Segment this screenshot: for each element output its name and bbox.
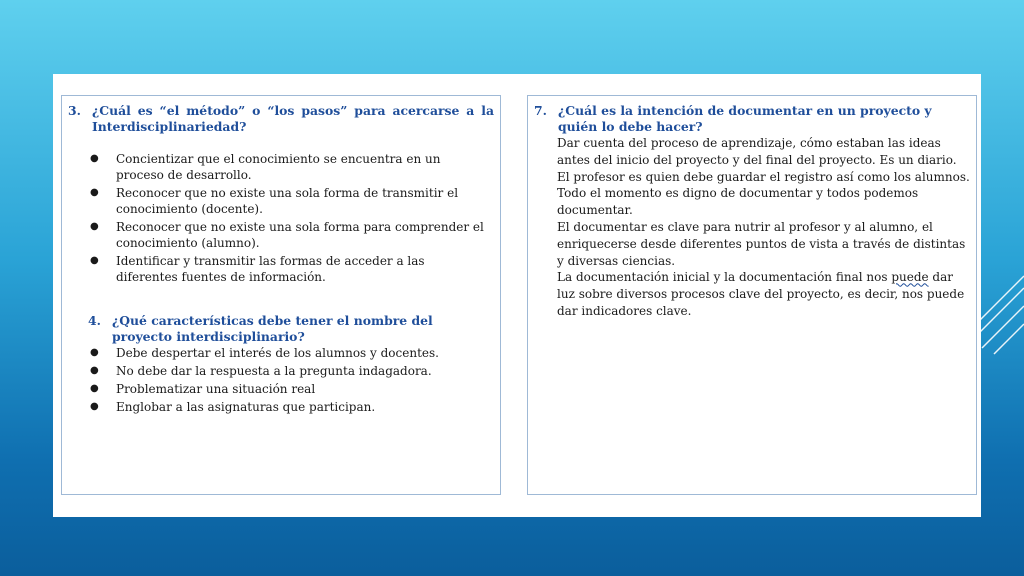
question-3-heading — [68, 103, 494, 135]
question-7-text: ¿Cuál es la intención de documentar en un proyecto y quién lo debe hacer? — [558, 103, 932, 134]
bullet-text: Englobar a las asignaturas que participan. — [116, 400, 376, 414]
spellcheck-underlined-word: puede — [891, 270, 929, 285]
bullet-text: No debe dar la respuesta a la pregunta indagadora. — [116, 364, 432, 378]
question-7-number: 7. — [534, 103, 547, 118]
question-3-number: 3. — [68, 103, 81, 118]
question-3-text: ¿Cuál es “el método” o “los pasos” para acercarse a la Interdisciplinariedad? — [92, 103, 494, 134]
question-4-bullets — [68, 345, 494, 415]
list-item — [68, 151, 494, 183]
answer-text: dar luz sobre diversos procesos clave del proyecto, es decir, nos puede dar indicadores clave. — [557, 270, 965, 318]
answer-text: La documentación inicial y la documentación final nos — [557, 270, 892, 285]
answer-paragraph-last — [557, 269, 970, 319]
bullet-icon: ● — [90, 365, 99, 376]
slide-content — [53, 74, 981, 517]
right-panel — [527, 95, 977, 495]
bullet-text: Concientizar que el conocimiento se encuentra en un proceso de desarrollo. — [116, 152, 441, 182]
bullet-icon: ● — [90, 187, 99, 198]
decorative-lines — [980, 250, 1024, 360]
question-4-number: 4. — [88, 313, 101, 328]
question-4-text: ¿Qué características debe tener el nombre del proyecto interdisciplinario? — [112, 313, 433, 344]
list-item — [68, 345, 494, 361]
left-panel — [61, 95, 501, 495]
list-item — [68, 253, 494, 285]
bullet-icon: ● — [90, 221, 99, 232]
list-item — [68, 399, 494, 415]
question-7-answer — [534, 135, 970, 320]
bullet-text: Identificar y transmitir las formas de acceder a las diferentes fuentes de información. — [116, 254, 425, 284]
list-item — [68, 381, 494, 397]
list-item — [68, 219, 494, 251]
question-7-heading — [534, 103, 970, 135]
bullet-icon: ● — [90, 347, 99, 358]
answer-paragraph: Todo el momento es digno de documentar y todos podemos documentar. — [557, 186, 919, 218]
bullet-icon: ● — [90, 383, 99, 394]
bullet-icon: ● — [90, 401, 99, 412]
bullet-text: Reconocer que no existe una sola forma para comprender el conocimiento (alumno). — [116, 220, 484, 250]
list-item — [68, 185, 494, 217]
bullet-text: Debe despertar el interés de los alumnos y docentes. — [116, 346, 439, 360]
answer-paragraph: Dar cuenta del proceso de aprendizaje, cómo estaban las ideas antes del inicio del proyecto y del final del proyecto. Es un diario. — [557, 136, 957, 167]
question-3-bullets — [68, 151, 494, 285]
question-4-heading — [68, 313, 494, 345]
list-item — [68, 363, 494, 379]
answer-paragraph: El profesor es quien debe guardar el registro así como los alumnos. — [557, 169, 970, 184]
bullet-text: Problematizar una situación real — [116, 382, 316, 396]
answer-paragraph: El documentar es clave para nutrir al profesor y al alumno, el enriquecerse desde diferentes puntos de vista a través de distintas y diversas ciencias. — [557, 219, 966, 268]
bullet-icon: ● — [90, 255, 99, 266]
bullet-icon: ● — [90, 153, 99, 164]
bullet-text: Reconocer que no existe una sola forma de transmitir el conocimiento (docente). — [116, 186, 459, 216]
